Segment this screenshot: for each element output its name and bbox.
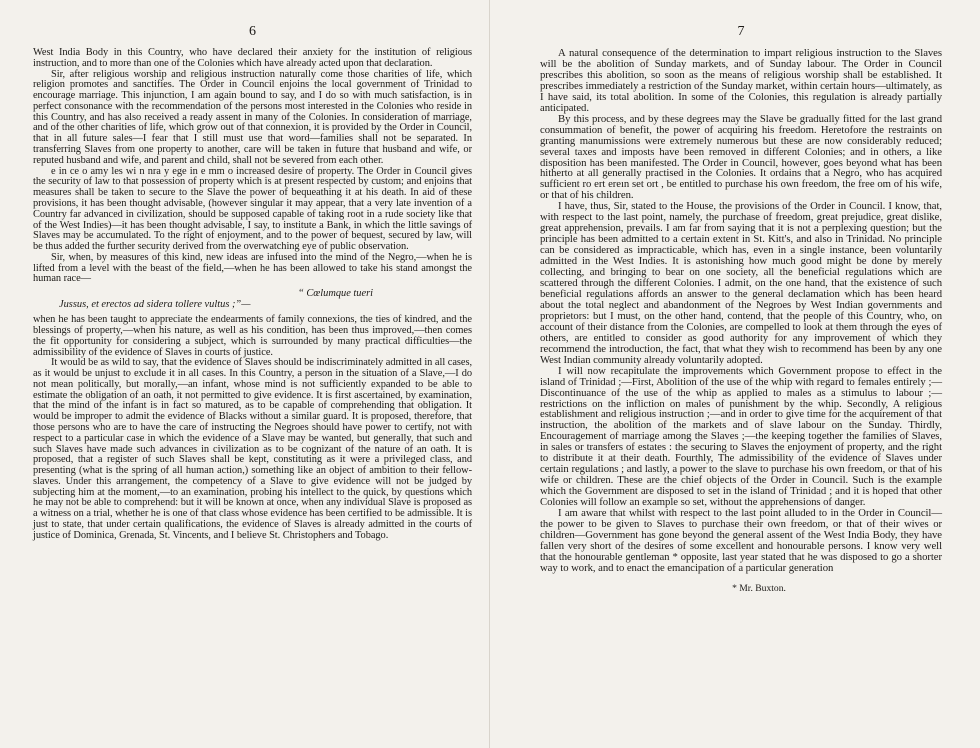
- paragraph: Sir, when, by measures of this kind, new ideas are infused into the mind of the Negro,—when he is lifted from a level with the beast of the field,—when he has been allowed to take his stand amongst the human race—: [33, 251, 472, 285]
- paragraph: Sir, after religious worship and religious instruction naturally come those charities of life, which religion promotes and sanctifies. The Order in Council enjoins the local government of Trinidad to encourage marriage. This injunction, I am again bound to say, and I do so with much satisfaction, is in perfect consonance with the recommendation of the persons most interested in the Colonies who reside in this Country, and has also received a ready assent in many of the Colonies. In consideration of marriage, and of the other charities of life, which grow out of that connexion, it is provided by the Order in Council, that in all future sales—I fear that I still must use that word—families shall not be separated. In transferring Slaves from one property to another, care will be taken in future that husband and wife, or reputed husband and wife, and parent and child, shall not be severed from each other.: [33, 68, 472, 166]
- quote-line: Jussus, et erectos ad sidera tollere vultus ;”—: [59, 299, 251, 311]
- paragraph: when he has been taught to appreciate the endearments of family connexions, the ties of kindred, and the blessings of property,—when his nature, as well as his condition, has been thus improved,—then comes the fit opportunity for considering a subject, which is surrounded by many practical difficulties—the admissibility of the evidence of Slaves in courts of justice.: [33, 314, 472, 358]
- paragraph: West India Body in this Country, who have declared their anxiety for the institution of religious instruction, and to more than one of the Colonies which have already acted upon that declaration.: [33, 47, 472, 69]
- page-number: 7: [737, 24, 745, 39]
- paragraph: A natural consequence of the determination to impart religious instruction to the Slaves will be the abolition of Sunday markets, and of Sunday labour. The Order in Council prescribes this abolition, so soon as the means of religious worship shall be established. It prescribes immediately a restriction of the Sunday market, within certain hours—ultimately, as I have said, its total abolition. In some of the Colonies, this regulation is already partially anticipated.: [540, 47, 942, 114]
- paragraph: By this process, and by these degrees may the Slave be gradually fitted for the last grand consummation of benefit, the power of acquiring his freedom. Heretofore the restraints on granting manumissions were extremely numerous but these are now considerably reduced; several taxes and imposts have been removed in different Colonies; and in others, a like disposition has been manifested. The Order in Council, however, goes beyond what has been hitherto at all generally practised in the Colonies. It ordains that a Negro, who has acquired sufficient ro ert ereın set ort , be entitled to purchase his own freedom, the free om of his wife, or that of his children.: [540, 112, 942, 202]
- paragraph: I am aware that whilst with respect to the last point alluded to in the Order in Council—the power to be given to Slaves to purchase their own freedom, or that of their wives or children—Government has gone beyond the general assent of the West India Body, they have fallen very short of the desires of some excellent and honourable persons. I know very well that the honourable gentleman * opposite, last year stated that he was disposed to go a shorter way to work, and to enact the emancipation of a particular generation: [540, 507, 942, 574]
- paragraph: It would be as wild to say, that the evidence of Slaves should be indiscriminately admitted in all cases, as it would be unjust to exclude it in all cases. In this Country, a person in the situation of a Slave,—I do not mean politically, but morally,—an infant, whose mind is not sufficiently expanded to be able to estimate the obligation of an oath, it not permitted to give evidence. It is first ascertained, by examination, that the mind of the infant is in fact so matured, as to be capable of comprehending that obligation. It would be improper to admit the evidence of Blacks without a similar guard. It is proposed, therefore, that those persons who are to have the care of instructing the Negroes should have power to certify, not with respect to a particular case in which the evidence of a Slave may be wanted, but generally, that such and such Slaves have made such advances in civilization as to be cognizant of the nature of an oath. It is proposed, that a register of such Slaves shall be kept, constituting as it were a privileged class, and presenting (what is the spring of all human action,) something like an object of ambition to their fellow-slaves. Under this arrangement, the competency of a Slave to give evidence will not be judged by subjecting him at the moment,—to an examination, probing his intellect to the quick, by questions which he may not be able to comprehend: but it will be known at once, when any individual Slave is proposed as a witness on a trial, whether he is one of that class whose evidence has been certified to be admissible. It is just to state, that under certain qualifications, the evidence of Slaves is already admitted in the courts of justice of Dominica, Grenada, St. Vincents, and I believe St. Christophers and Tobago.: [33, 357, 472, 541]
- footnote: * Mr. Buxton.: [732, 582, 786, 594]
- paragraph: I will now recapitulate the improvements which Government propose to effect in the island of Trinidad ;—First, Abolition of the use of the whip with regard to females entirely ;—Discontinuance of the use of the whip as applied to males as a stimulus to labour ;—restrictions on the infliction on males of punishment by the whip. Secondly, A religious establishment and religious instruction ;—and in order to give time for the acquirement of that instruction, the abolition of the markets and of slave labour on the Sunday. Thirdly, Encouragement of marriage among the Slaves ;—the keeping together the families of Slaves, in sales or transfers of estates : the securing to Slaves the enjoyment of property, and the right to distribute it at their death. Fourthly, The admissibility of the evidence of Slaves under certain regulations ; and lastly, a power to the slave to purchase his own freedom, or that of his wife or children. These are the chief objects of the Order in Council. Such is the example which the Government are disposed to set in the island of Trinidad ; and it is hoped that other Colonies will follow an example so set, without the apprehensions of danger.: [540, 364, 942, 509]
- paragraph: I have, thus, Sir, stated to the House, the provisions of the Order in Council. I know, that, with respect to the last point, namely, the purchase of freedom, great prejudice, great dislike, great apprehension, prevails. I am far from saying that it is not a perplexing question; but the principle has been admitted to a certain extent in St. Kitt's, and also in Trinidad. No principle can be considered as impracticable, which has, even in a single instance, been voluntarily admitted in the West Indies. It is astonishing how much good might be done by merely collecting, and bringing to bear on one society, all the beneficial regulations which are scattered through the different Colonies. I admit, on the one hand, that the existence of such beneficial regulations affords an answer to the general declamation which has been heard about the total neglect and abandonment of the Negroes by West Indian governments and proprietors: but I must, on the other hand, contend, that the people of this Country, who, on account of their distance from the Colonies, are compelled to look at them through the eyes of others, are entitled to consider as good authority for any improvement of which they recommend the introduction, the fact, that what they wish to recommend has been by any one West Indian community already voluntarily adopted.: [540, 200, 942, 366]
- page-number: 6: [249, 24, 256, 39]
- paragraph: e in ce o amy les wi n nra y ege in e mm o increased desire of property. The Order in Council gives the security of law to that possession of property which is at present respected by custom; and enjoins that measures shall be taken to secure to the Slave the power of bequeathing it at his death. In aid of these provisions, it has been thought advisable, (however singular it may appear, that a very late invention of a Country far advanced in civilization, should be supposed capable of taking root in a rude society like that of the West Indies)—it has been thought advisable, I say, to institute a Bank, in which the little savings of Slaves may be accumulated. To the right of enjoyment, and to the power of bequest, secured by law, will be thus added the further security derived from the overwatching eye of public observation.: [33, 165, 472, 253]
- quote-line: “ Cœlumque tueri: [298, 288, 374, 300]
- latin-quotation: [33, 288, 472, 310]
- right-page: [490, 0, 980, 748]
